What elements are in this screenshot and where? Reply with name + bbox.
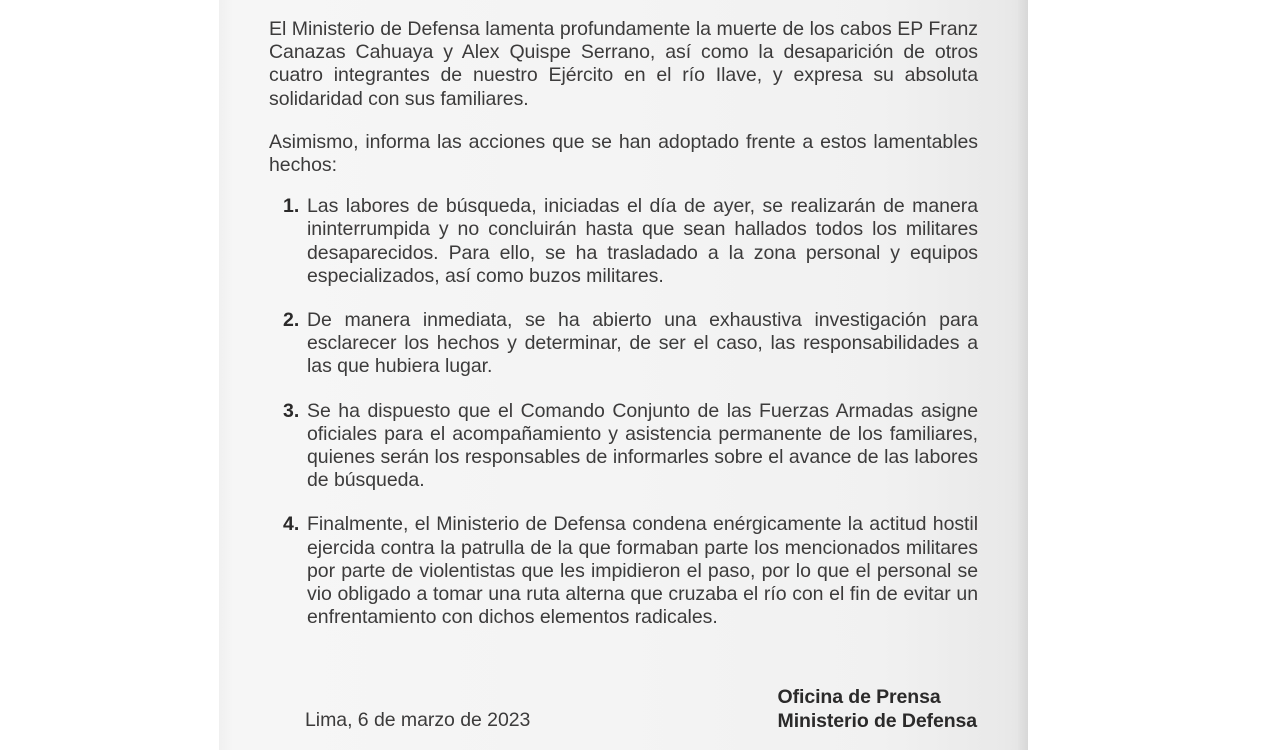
list-item-text: Las labores de búsqueda, iniciadas el día de ayer, se realizarán de manera ininterrumpida y no concluirán hasta que sean hallados todos los militares desaparecidos. Para ello, se ha trasladado a la zona personal y equipos especializados, así como buzos militares. (307, 195, 978, 287)
list-item-text: De manera inmediata, se ha abierto una exhaustiva investigación para esclarecer los hechos y determinar, de ser el caso, las responsabilidades a las que hubiera lugar. (307, 309, 978, 378)
signature-institution: Ministerio de Defensa (777, 709, 977, 732)
signature-block (778, 686, 977, 733)
numbered-actions-list (269, 195, 978, 629)
list-item (269, 195, 978, 288)
list-item (269, 400, 978, 493)
signature-office: Oficina de Prensa (777, 686, 941, 708)
list-item-text: Se ha dispuesto que el Comando Conjunto de las Fuerzas Armadas asigne oficiales para el acompañamiento y asistencia permanente de los familiares, quienes serán los responsables de informarles sobre el avance de las labores de búsqueda. (307, 399, 978, 492)
list-item-marker: 2. (283, 309, 300, 332)
place-and-date: Lima, 6 de marzo de 2023 (305, 709, 531, 731)
list-item (269, 309, 978, 379)
list-item-marker: 1. (283, 195, 300, 218)
list-item-marker: 4. (283, 513, 300, 536)
list-item-text: Finalmente, el Ministerio de Defensa condena enérgicamente la actitud hostil ejercida contra la patrulla de la que formaban parte los mencionados militares por parte de violentistas que les impidieron el paso, por lo que el personal se vio obligado a tomar una ruta alterna que cruzaba el río con el fin de evitar un enfrentamiento con dichos elementos radicales. (307, 513, 978, 629)
statement-body (269, 18, 978, 629)
press-release-sheet (219, 0, 1028, 750)
intro-paragraph-condolences: El Ministerio de Defensa lamenta profundamente la muerte de los cabos EP Franz Canazas Cahuaya y Alex Quispe Serrano, así como la desaparición de otros cuatro integrantes de nuestro Ejército en el río Ilave, y expresa su absoluta solidaridad con sus familiares. (269, 18, 978, 110)
document-footer (305, 686, 977, 733)
list-item (269, 513, 978, 629)
list-item-marker: 3. (283, 399, 300, 422)
intro-paragraph-actions-lead: Asimismo, informa las acciones que se han adoptado frente a estos lamentables hechos: (269, 130, 978, 177)
